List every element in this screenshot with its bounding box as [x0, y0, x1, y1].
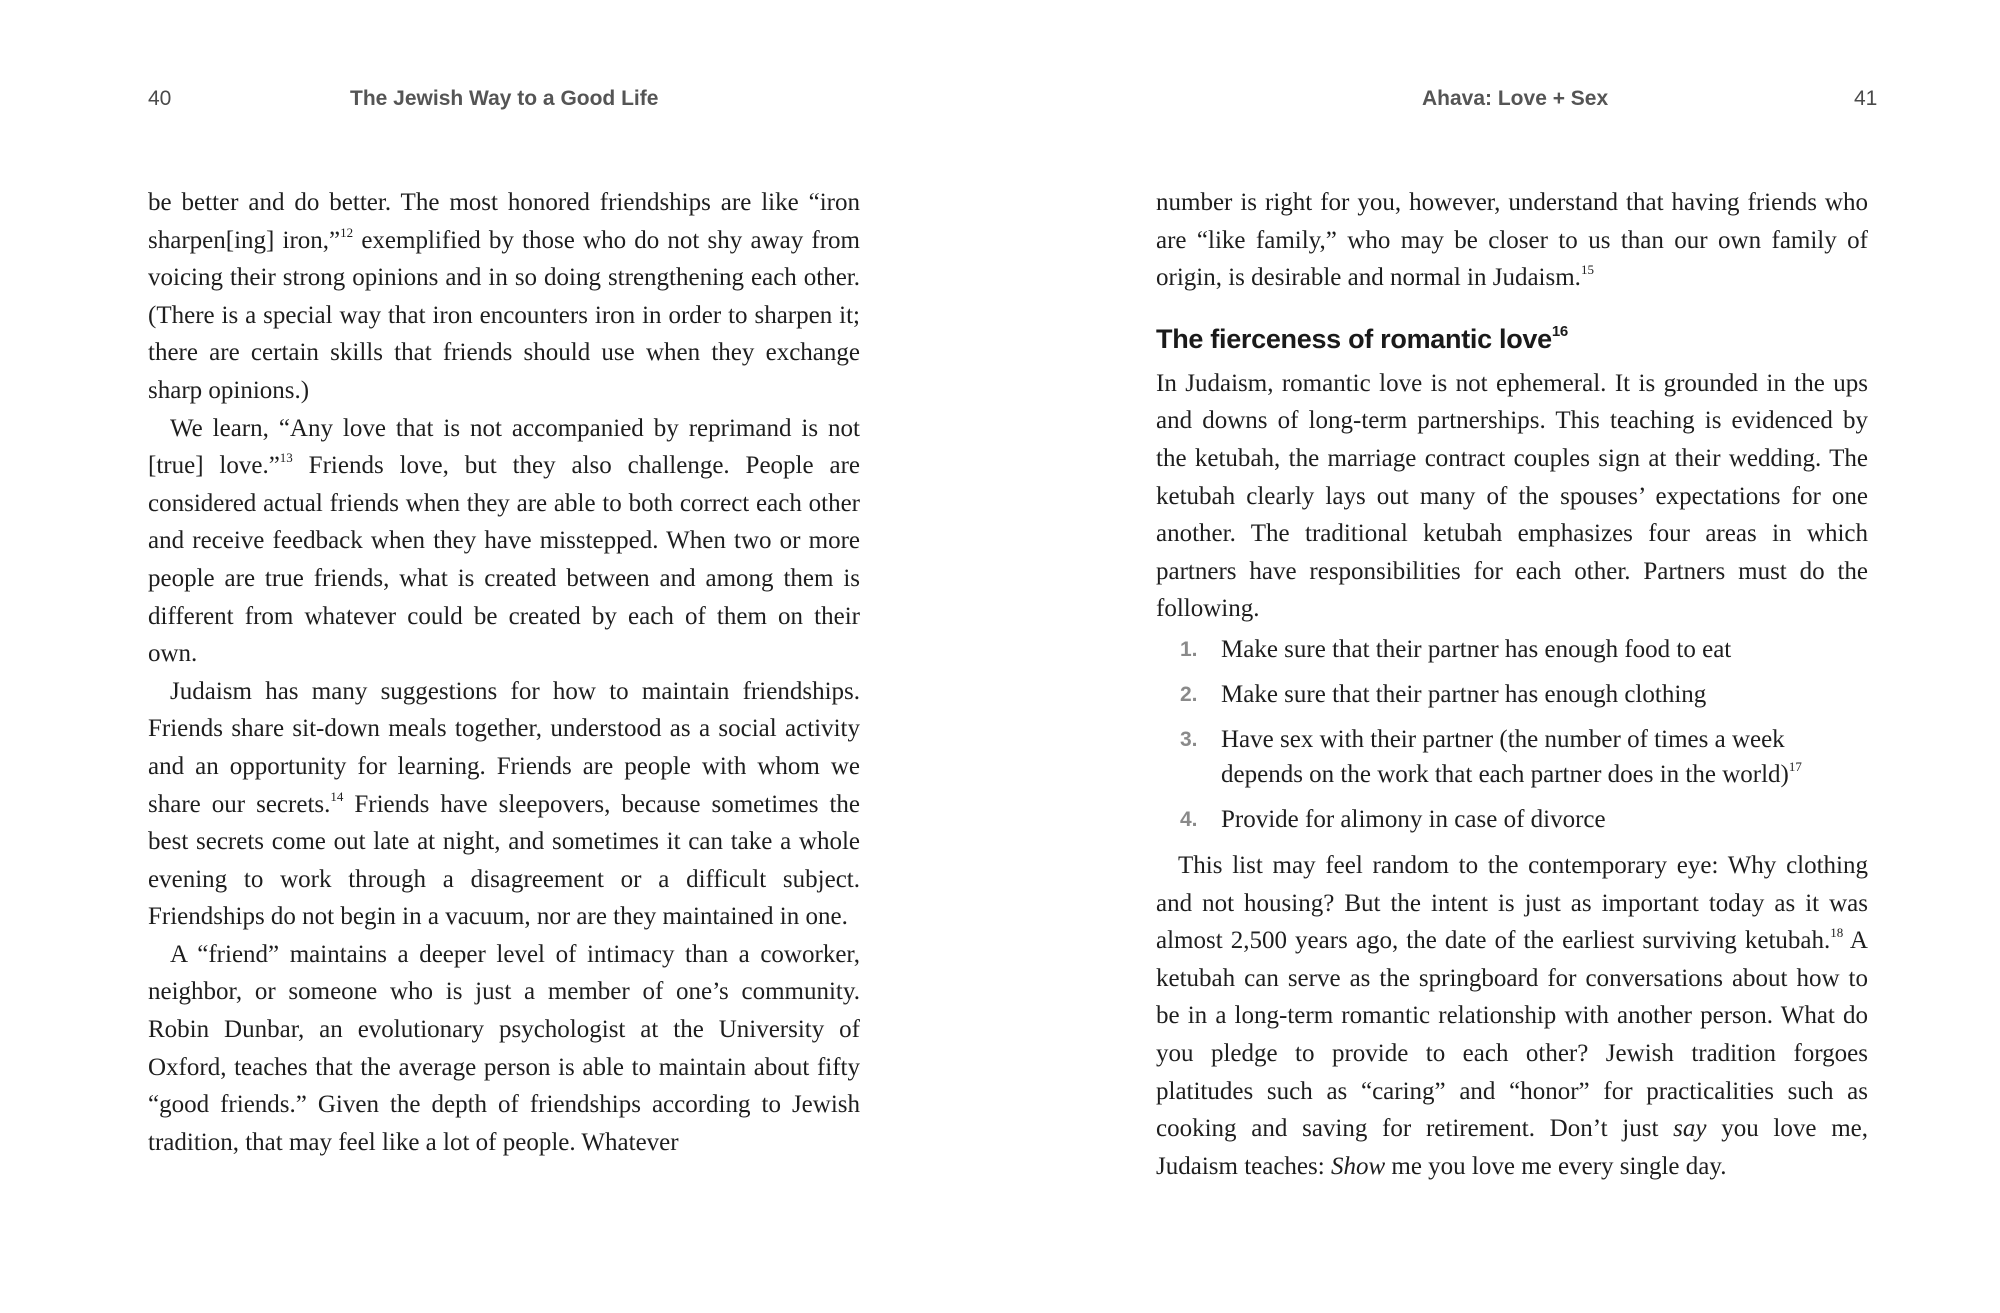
list-number: 2.: [1180, 682, 1198, 706]
list-number: 4.: [1180, 807, 1198, 831]
footnote-ref[interactable]: 17: [1788, 758, 1802, 774]
paragraph: A “friend” maintains a deeper level of intimacy than a coworker, neighbor, or someone who is just a member of one’s community. Robin Dunbar, an evolutionary psychologist at the University of Oxford, teaches that the average person is able to maintain about fifty “good friends.” Given the depth of friendships according to Jewish tradition, that may feel like a lot of people. Whatever: [148, 940, 860, 1156]
body-text: [148, 184, 860, 1161]
footnote-ref[interactable]: 14: [330, 788, 344, 804]
footnote-ref[interactable]: 15: [1580, 262, 1594, 278]
right-page: [1000, 0, 2000, 1313]
numbered-list: [1156, 632, 1868, 837]
footnote-ref[interactable]: 16: [1551, 322, 1568, 340]
section-heading: The fierceness of romantic love$^{16}$: [1156, 322, 1568, 354]
footnote-ref[interactable]: 12: [340, 224, 354, 240]
body-text: [1156, 184, 1868, 1185]
paragraph: be better and do better. The most honored friendships are like “iron sharpen[ing] iron,”$^{12}$ exemplified by those who do not shy away from voicing their strong opinions and in so doing strengthening each other. (There is a special way that iron encounters iron in order to sharpen it; there are certain skills that friends should use when they exchange sharp opinions.): [148, 189, 860, 404]
list-number: 1.: [1180, 637, 1198, 661]
running-title: Ahava: Love + Sex: [1422, 87, 1609, 110]
paragraph: Judaism has many suggestions for how to maintain friendships. Friends share sit-down meals together, understood as a social activity and an opportunity for learning. Friends are people with whom we share our secrets.$^{14}$ Friends have sleepovers, because sometimes the best secrets come out late at night, and sometimes it can take a whole evening to work through a disagreement or a difficult subject. Friendships do not begin in a vacuum, nor are they maintained in one.: [148, 677, 860, 931]
running-title: The Jewish Way to a Good Life: [350, 87, 659, 110]
page-number: 41: [1854, 87, 1878, 110]
paragraph: We learn, “Any love that is not accompanied by reprimand is not [true] love.”$^{13}$ Friends love, but they also challenge. People are considered actual friends when they are able to both correct each other and receive feedback when they have misstepped. When two or more people are true friends, what is created between and among them is different from whatever could be created by each of them on their own.: [148, 414, 861, 668]
paragraph: In Judaism, romantic love is not ephemeral. It is grounded in the ups and downs of long-term partnerships. This teaching is evidenced by the ketubah, the marriage contract couples sign at their wedding. The ketubah clearly lays out many of the spouses’ expectations for one another. The traditional ketubah emphasizes four areas in which partners have responsibilities for each other. Partners must do the following.: [1156, 369, 1868, 623]
footnote-ref[interactable]: 13: [279, 450, 293, 466]
list-item: 2. Make sure that their partner has enough clothing: [1180, 677, 1868, 712]
list-item: 1. Make sure that their partner has enough food to eat: [1180, 632, 1868, 667]
paragraph: This list may feel random to the contemporary eye: Why clothing and not housing? But the intent is just as important today as it was almost 2,500 years ago, the date of the earliest surviving ketubah.$^{18}$ A ketubah can serve as the springboard for conversations about how to be in a long-term romantic relationship with another person. What do you pledge to provide to each other? Jewish tradition forgoes platitudes such as “caring” and “honor” for practicalities such as cooking and saving for retirement. Don’t just say you love me, Judaism teaches: Show me you love me every single day.: [1156, 851, 1868, 1180]
paragraph: number is right for you, however, understand that having friends who are “like family,” who may be closer to us than our own family of origin, is desirable and normal in Judaism.$^{15}$: [1156, 189, 1868, 292]
footnote-ref[interactable]: 18: [1830, 925, 1844, 941]
list-item: 3. Have sex with their partner (the number of times a week depends on the work that each partner does in the world)$^{17}$: [1180, 722, 1868, 792]
list-item: 4. Provide for alimony in case of divorce: [1180, 802, 1868, 837]
list-number: 3.: [1180, 727, 1198, 751]
page-number: 40: [148, 87, 172, 110]
